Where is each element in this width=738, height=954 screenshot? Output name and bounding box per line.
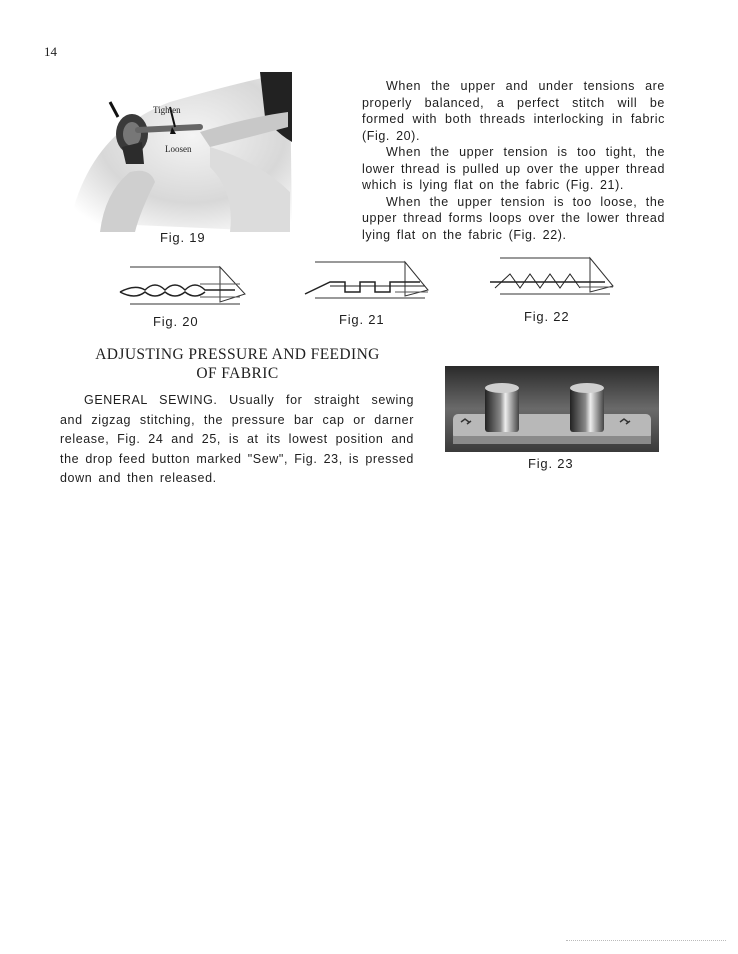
tension-paragraph-too-loose: When the upper tension is too loose, the upper thread forms loops over the lower thread lying flat on the fabric (Fig. 22).	[362, 194, 665, 242]
footer-rule	[566, 940, 726, 941]
fig20-stitch-diagram	[110, 262, 260, 312]
fig22-caption: Fig. 22	[524, 309, 570, 324]
fig23-photo	[445, 366, 659, 452]
tension-text-block	[362, 78, 665, 243]
section-heading-line1: ADJUSTING PRESSURE AND FEEDING	[95, 346, 380, 363]
fig23-caption: Fig. 23	[528, 456, 574, 471]
fig19-caption: Fig. 19	[160, 230, 206, 245]
tension-paragraph-balanced: When the upper and under tensions are properly balanced, a perfect stitch will be formed with both threads interlocking in fabric (Fig. 20).	[362, 79, 665, 143]
fig19-loosen-label: Loosen	[165, 144, 192, 154]
page-number: 14	[44, 44, 57, 59]
fig20-caption: Fig. 20	[153, 314, 199, 329]
fig19-photo	[60, 72, 292, 232]
fig21-stitch-diagram	[300, 256, 450, 306]
section-heading	[60, 345, 415, 383]
general-sewing-paragraph: GENERAL SEWING. Usually for straight sewing and zigzag stitching, the pressure bar cap or darner release, Fig. 24 and 25, is at its lowest position and the drop feed button marked "Sew", Fig. 23, is pressed down and then released.	[60, 393, 414, 485]
tension-paragraph-too-tight: When the upper tension is too tight, the lower thread is pulled up over the upper thread which is lying flat on the fabric (Fig. 21).	[362, 145, 665, 192]
fig21-caption: Fig. 21	[339, 312, 385, 327]
section-heading-line2: OF FABRIC	[196, 365, 279, 382]
fig22-stitch-diagram	[485, 252, 635, 302]
fig19-tighten-label: Tighten	[153, 105, 181, 115]
